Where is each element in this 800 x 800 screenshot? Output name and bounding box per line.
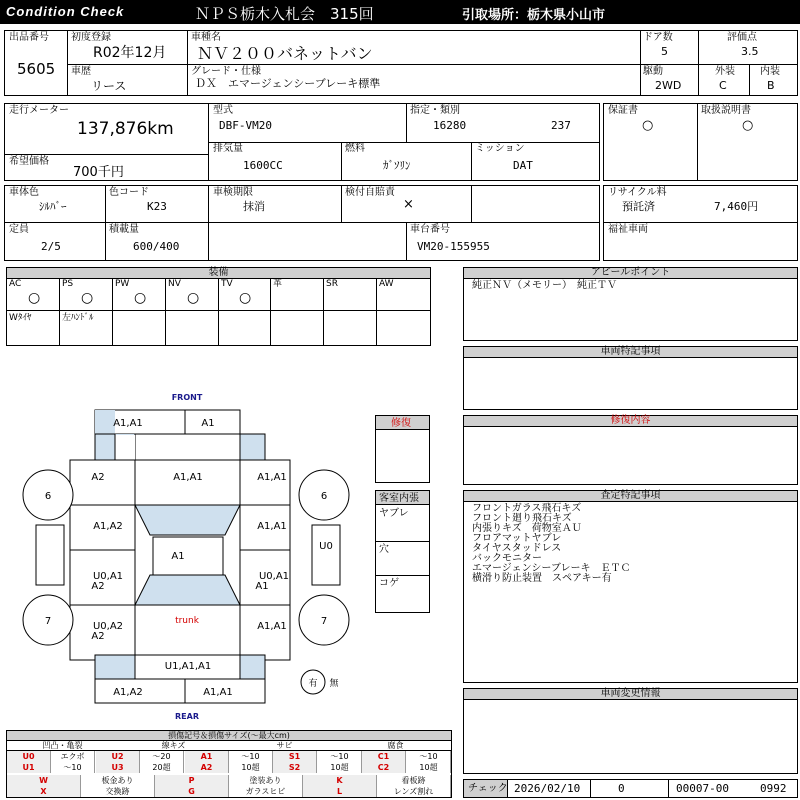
panel-roof: A1 (171, 551, 185, 562)
repair-label: 修復 (391, 418, 411, 429)
panel-hood-right: A1,A1 (257, 472, 287, 483)
check-date: 2026/02/10 (514, 782, 581, 795)
panel-rear-door-right-2: A1 (255, 581, 269, 592)
panel-rear-door-left-2: A2 (91, 581, 105, 592)
load-label: 積載量 (109, 224, 139, 235)
model-code-value: DBF-VM20 (219, 119, 272, 132)
equipment-cell-AW (377, 278, 430, 311)
front-label: FRONT (171, 393, 203, 402)
history-label: 車歴 (71, 66, 91, 77)
equipment-header: AC (9, 279, 22, 289)
legend-cell: G (155, 786, 229, 797)
panel-back-door: U1,A1,A1 (164, 661, 212, 672)
legend-table (6, 730, 452, 798)
legend-cell: U3 (96, 762, 140, 773)
tire-fl-value: 6 (44, 491, 52, 502)
inspection-line: 横滑り防止装置 スペアキー有 (472, 573, 612, 584)
check-label: チェック (468, 783, 508, 794)
panel-front-door-right: A1,A1 (257, 521, 287, 532)
fuel-value: ｶﾞｿﾘﾝ (383, 159, 411, 172)
legend-cell: 塗装あり (229, 775, 303, 786)
legend-cell: A1 (185, 751, 229, 762)
change-info-section (463, 688, 798, 774)
check-zero: 0 (618, 782, 625, 795)
body-color-value: ｼﾙﾊﾞｰ (39, 200, 67, 213)
recycle-amount: 7,460円 (714, 200, 759, 213)
lot-no-label: 出品番号 (9, 32, 49, 43)
legend-cell: ガラスヒビ (229, 786, 303, 797)
equipment-header: SR (326, 279, 338, 289)
info-row-3-right (603, 185, 798, 261)
legend-group: サビ (229, 741, 340, 751)
welfare-label: 福祉車両 (608, 224, 648, 235)
equipment-cell-革 (271, 278, 324, 311)
inspection-line: フロアマットヤブレ (472, 533, 562, 544)
special-title: 車両特記事項 (464, 347, 797, 358)
repair-content-section (463, 415, 798, 485)
rear-label: REAR (175, 712, 199, 721)
auction-title: ＮＰＳ栃木入札会 315回 (195, 5, 374, 23)
inspection-line: エマージェンシーブレーキ ＥＴＣ (472, 563, 631, 574)
info-row-2 (4, 103, 600, 181)
panel-quarter-right: A1,A1 (257, 621, 287, 632)
legend-cell: 交換跡 (81, 786, 155, 797)
load-value: 600/400 (133, 240, 180, 253)
model-name-value: ＮＶ２００バネットバン (197, 44, 373, 63)
legend-cell: 10超 (407, 762, 451, 773)
appeal-title: アピールポイント (464, 268, 797, 279)
change-title: 車両変更情報 (464, 689, 797, 700)
interior-item-tear: ヤブレ (379, 508, 409, 519)
equipment-mark: ○ (187, 290, 200, 306)
transmission-label: ミッション (475, 143, 525, 154)
tire-rr-value: 7 (320, 616, 328, 627)
appeal-section (463, 267, 798, 341)
legend-title: 損傷記号＆損傷サイズ(～最大cm) (7, 731, 451, 741)
legend-cell: U2 (96, 751, 140, 762)
panel-front-door-left: A1,A2 (93, 521, 123, 532)
repair-box (375, 415, 430, 483)
interior-item-burn: コゲ (379, 578, 399, 589)
panel-rear-door-right-1: U0,A1 (258, 571, 290, 582)
displacement-value: 1600CC (243, 159, 283, 172)
doors-label: ドア数 (643, 32, 673, 43)
interior-label: 内装 (760, 66, 780, 77)
equipment-cell-AC (7, 278, 60, 311)
designation-b-value: 237 (551, 119, 571, 132)
legend-cell: 10超 (318, 762, 362, 773)
inspection-value: 抹消 (243, 200, 265, 213)
legend-cell: 板金あり (81, 775, 155, 786)
equipment-header: AW (379, 279, 394, 289)
spare-no-label: 無 (329, 679, 339, 689)
legend-cell: A2 (185, 762, 229, 773)
equipment-cell-PW (113, 278, 166, 311)
special-notes-section (463, 346, 798, 410)
warranty-label: 保証書 (608, 105, 638, 116)
designation-a-value: 16280 (433, 119, 467, 132)
legend-cell: X (7, 786, 81, 797)
legend-cell: S1 (273, 751, 317, 762)
check-code: 00007-00 (676, 782, 729, 795)
panel-rear-door-left-1: U0,A1 (92, 571, 124, 582)
inspection-notes-section (463, 490, 798, 683)
designation-label: 指定・類別 (410, 105, 460, 116)
legend-cell: 看板跡 (377, 775, 451, 786)
equipment-title: 装備 (7, 268, 430, 279)
inspection-line: フロントガラス飛石キズ (472, 503, 582, 514)
panel-front-bumper-left: A1,A1 (113, 418, 143, 429)
legend-cell: K (303, 775, 377, 786)
grade-label: グレード・仕様 (191, 66, 261, 77)
header-bar (0, 0, 800, 24)
equipment-header: PW (115, 279, 130, 289)
legend-cell: エクボ (51, 751, 95, 762)
tire-rl-value: 7 (44, 616, 52, 627)
fuel-label: 燃料 (345, 143, 365, 154)
history-value: リース (91, 79, 127, 93)
panel-quarter-left-2: A2 (91, 631, 105, 642)
pickup-location: 引取場所：栃木県小山市 (462, 8, 606, 23)
drive-label: 駆動 (643, 66, 663, 77)
doors-value: 5 (661, 45, 668, 58)
panel-rear-bumper-right: A1,A1 (203, 687, 233, 698)
recycle-label: リサイクル料 (608, 187, 667, 198)
desired-price-label: 希望価格 (9, 156, 49, 167)
equipment-cell-NV (166, 278, 219, 311)
exterior-label: 外装 (715, 66, 735, 77)
legend-cell: P (155, 775, 229, 786)
mileage-label: 走行メーター (9, 105, 69, 116)
legend-cell: C1 (362, 751, 406, 762)
manual-label: 取扱説明書 (701, 105, 751, 116)
legend-cell: ～10 (51, 762, 95, 773)
body-color-label: 車体色 (9, 187, 39, 198)
tire-fr-value: 6 (320, 491, 328, 502)
legend-cell: 20超 (140, 762, 184, 773)
first-reg-label: 初度登録 (71, 32, 111, 43)
color-code-value: K23 (147, 200, 167, 213)
equipment-header: PS (62, 279, 74, 289)
recycle-status: 預託済 (622, 200, 655, 213)
repair-content-title: 修復内容 (464, 416, 797, 427)
interior-lining-title: 客室内張 (379, 493, 419, 504)
legend-cell: L (303, 786, 377, 797)
legend-cell: ～10 (407, 751, 451, 762)
appeal-text: 純正ＮＶ（メモリー） 純正ＴＶ (472, 280, 617, 291)
displacement-label: 排気量 (213, 143, 243, 154)
check-bar (463, 779, 798, 798)
model-name-label: 車種名 (191, 32, 221, 43)
equipment-extra-cell (60, 311, 113, 345)
equipment-cell-TV (219, 278, 271, 311)
legend-cell: 10超 (229, 762, 273, 773)
equipment-extra-cell (324, 311, 377, 345)
transmission-value: DAT (513, 159, 533, 172)
equipment-table (6, 267, 431, 346)
first-reg-value: R02年12月 (93, 45, 167, 61)
score-label: 評価点 (727, 32, 757, 43)
info-row-3 (4, 185, 600, 261)
panel-hood-left: A2 (91, 472, 105, 483)
legend-group: 線キズ (118, 741, 229, 751)
inspection-title: 査定特記事項 (464, 491, 797, 502)
capacity-label: 定員 (9, 224, 29, 235)
equipment-extra-cell (271, 311, 324, 345)
equipment-mark: ○ (134, 290, 147, 306)
equipment-mark: ○ (81, 290, 94, 306)
panel-front-bumper-right: A1 (201, 418, 215, 429)
legend-cell: ～20 (140, 751, 184, 762)
inspection-line: タイヤスタッドレス (472, 543, 562, 554)
car-diagram (0, 385, 372, 725)
equipment-extra-cell (113, 311, 166, 345)
legend-cell: C2 (362, 762, 406, 773)
legend-cell: S2 (273, 762, 317, 773)
desired-price-value: 700千円 (73, 165, 124, 180)
equipment-extra-cell (219, 311, 271, 345)
equipment-cell-PS (60, 278, 113, 311)
equipment-mark: ○ (28, 290, 41, 306)
interior-item-hole: 穴 (379, 544, 389, 555)
inspection-label: 車検期限 (213, 187, 253, 198)
legend-group: 腐食 (340, 741, 451, 751)
chassis-label: 車台番号 (410, 224, 450, 235)
equipment-extra: 左ﾊﾝﾄﾞﾙ (62, 313, 94, 323)
trunk-label: trunk (175, 616, 199, 626)
drive-value: 2WD (655, 79, 682, 92)
condition-check-title: Condition Check (6, 4, 125, 19)
reserved-label: 検付自賠責 (345, 187, 395, 198)
equipment-header: TV (221, 279, 233, 289)
exterior-value: C (719, 79, 727, 92)
legend-cell: U1 (7, 762, 51, 773)
legend-cell: ～10 (318, 751, 362, 762)
capacity-value: 2/5 (41, 240, 61, 253)
equipment-mark: ○ (239, 290, 252, 306)
equipment-header: NV (168, 279, 181, 289)
equipment-extra-cell (377, 311, 430, 345)
legend-cell: レンズ割れ (377, 786, 451, 797)
model-code-label: 型式 (213, 105, 233, 116)
reserved-value: × (403, 197, 414, 212)
inspection-line: 内張りキズ 荷物室ＡＵ (472, 523, 582, 534)
spare-yes-label: 有 (308, 679, 318, 689)
inspection-line: バックモニター (472, 553, 542, 564)
legend-cell: U0 (7, 751, 51, 762)
color-code-label: 色コード (109, 187, 149, 198)
chassis-value: VM20-155955 (417, 240, 490, 253)
check-num: 0992 (760, 782, 787, 795)
lot-no-value: 5605 (17, 60, 56, 78)
equipment-header: 革 (273, 279, 283, 289)
equipment-cell-SR (324, 278, 377, 311)
info-row-2-right (603, 103, 798, 181)
score-value: 3.5 (741, 45, 759, 58)
info-row-1 (4, 30, 798, 96)
interior-value: B (767, 79, 775, 92)
interior-lining-box (375, 490, 430, 613)
equipment-extra-cell (7, 311, 60, 345)
panel-rear-bumper-left: A1,A2 (113, 687, 143, 698)
equipment-extra: Wﾀｲﾔ (9, 313, 32, 323)
grade-value: ＤＸ エマージェンシーブレーキ標準 (195, 77, 381, 90)
manual-value: ○ (742, 118, 754, 133)
legend-cell: ～10 (229, 751, 273, 762)
inspection-line: フロント廻り飛石キズ (472, 513, 572, 524)
equipment-extra-cell (166, 311, 219, 345)
right-side-value: U0 (319, 541, 333, 552)
panel-hood: A1,A1 (173, 472, 203, 483)
panel-quarter-left-1: U0,A2 (92, 621, 124, 632)
warranty-value: ○ (642, 118, 654, 133)
mileage-value: 137,876km (77, 119, 174, 139)
legend-cell: W (7, 775, 81, 786)
legend-group: 凹凸・亀裂 (7, 741, 118, 751)
